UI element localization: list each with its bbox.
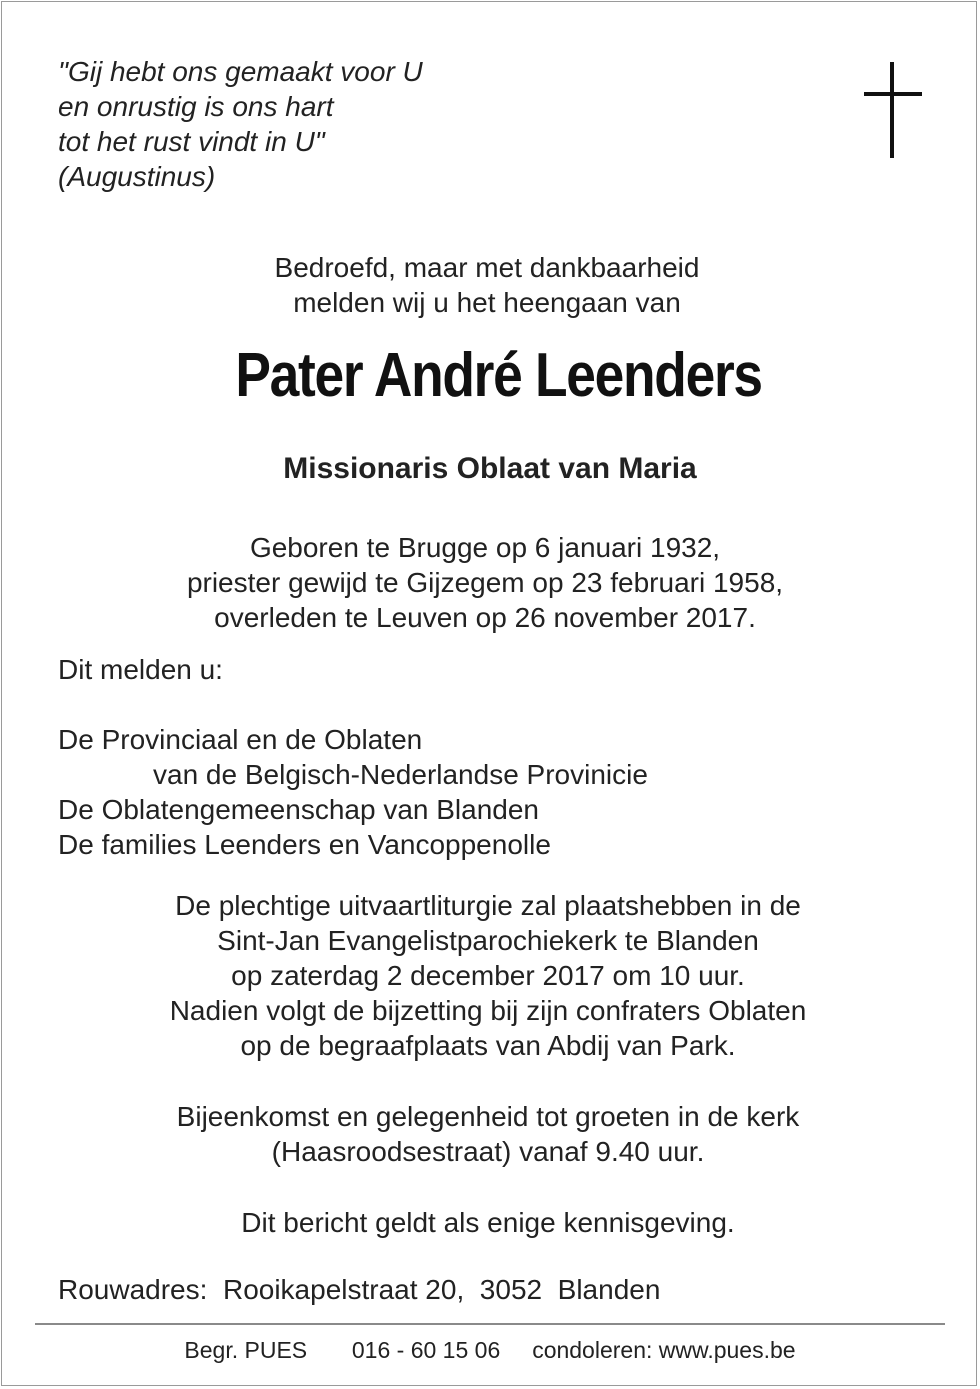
footer [0,1336,980,1364]
ordination-line: priester gewijd te Gijzegem op 23 februari 1958, [186,567,784,598]
funeral-line: Sint-Jan Evangelistparochiekerk te Blanden [217,925,759,956]
quote-line: en onrustig is ons hart [58,91,334,122]
announcer-line: van de Belgisch-Nederlandse Provinicie [153,759,648,790]
announcers-heading-text: Dit melden u: [58,654,223,685]
announcer-line: De Oblatengemeenschap van Blanden [58,794,540,825]
quote-line: "Gij hebt ons gemaakt voor U [58,56,423,87]
notice-line: Dit bericht geldt als enige kennisgeving. [241,1207,735,1238]
undertaker-name: Begr. PUES [184,1337,308,1363]
funeral-line: De plechtige uitvaartliturgie zal plaatshebben in de [175,890,801,921]
quote-line: tot het rust vindt in U" [58,126,325,157]
funeral-line: op zaterdag 2 december 2017 om 10 uur. [231,960,745,991]
address-label: Rouwadres: [58,1274,208,1305]
announcer-line: De families Leenders en Vancoppenolle [58,829,551,860]
cross-vertical-bar [890,62,894,158]
footer-divider [35,1323,945,1325]
birth-line: Geboren te Brugge op 6 januari 1932, [249,532,721,563]
gathering-line: (Haasroodsestraat) vanaf 9.40 uur. [271,1136,705,1167]
page-border [1,1,977,1386]
address-postal: 3052 [479,1274,543,1305]
announcers-heading [58,652,223,687]
deceased-title: Missionaris Oblaat van Maria [283,452,697,485]
mourning-address [58,1272,660,1307]
cross-horizontal-bar [864,92,922,96]
gathering-line: Bijeenkomst en gelegenheid tot groeten in de kerk [176,1101,800,1132]
latin-cross-icon [864,62,922,158]
deceased-name: Pater André Leenders [235,341,762,410]
quote-block [58,54,423,194]
address-street: Rooikapelstraat 20, [222,1274,465,1305]
gathering-info [0,1099,978,1169]
announcers-list [58,722,648,862]
intro-line: melden wij u het heengaan van [293,287,681,318]
quote-attribution: (Augustinus) [58,161,216,192]
intro-text [0,250,977,320]
funeral-line: op de begraafplaats van Abdij van Park. [240,1030,736,1061]
funeral-info [0,888,978,1063]
death-line: overleden te Leuven op 26 november 2017. [214,602,756,633]
condolence-link[interactable]: condoleren: www.pues.be [532,1337,796,1363]
undertaker-phone: 016 - 60 15 06 [351,1337,501,1363]
notice-text [0,1205,978,1240]
announcer-line: De Provinciaal en de Oblaten [58,724,423,755]
funeral-line: Nadien volgt de bijzetting bij zijn confraters Oblaten [169,995,807,1026]
address-city: Blanden [557,1274,661,1305]
life-dates [0,530,975,635]
intro-line: Bedroefd, maar met dankbaarheid [274,252,700,283]
